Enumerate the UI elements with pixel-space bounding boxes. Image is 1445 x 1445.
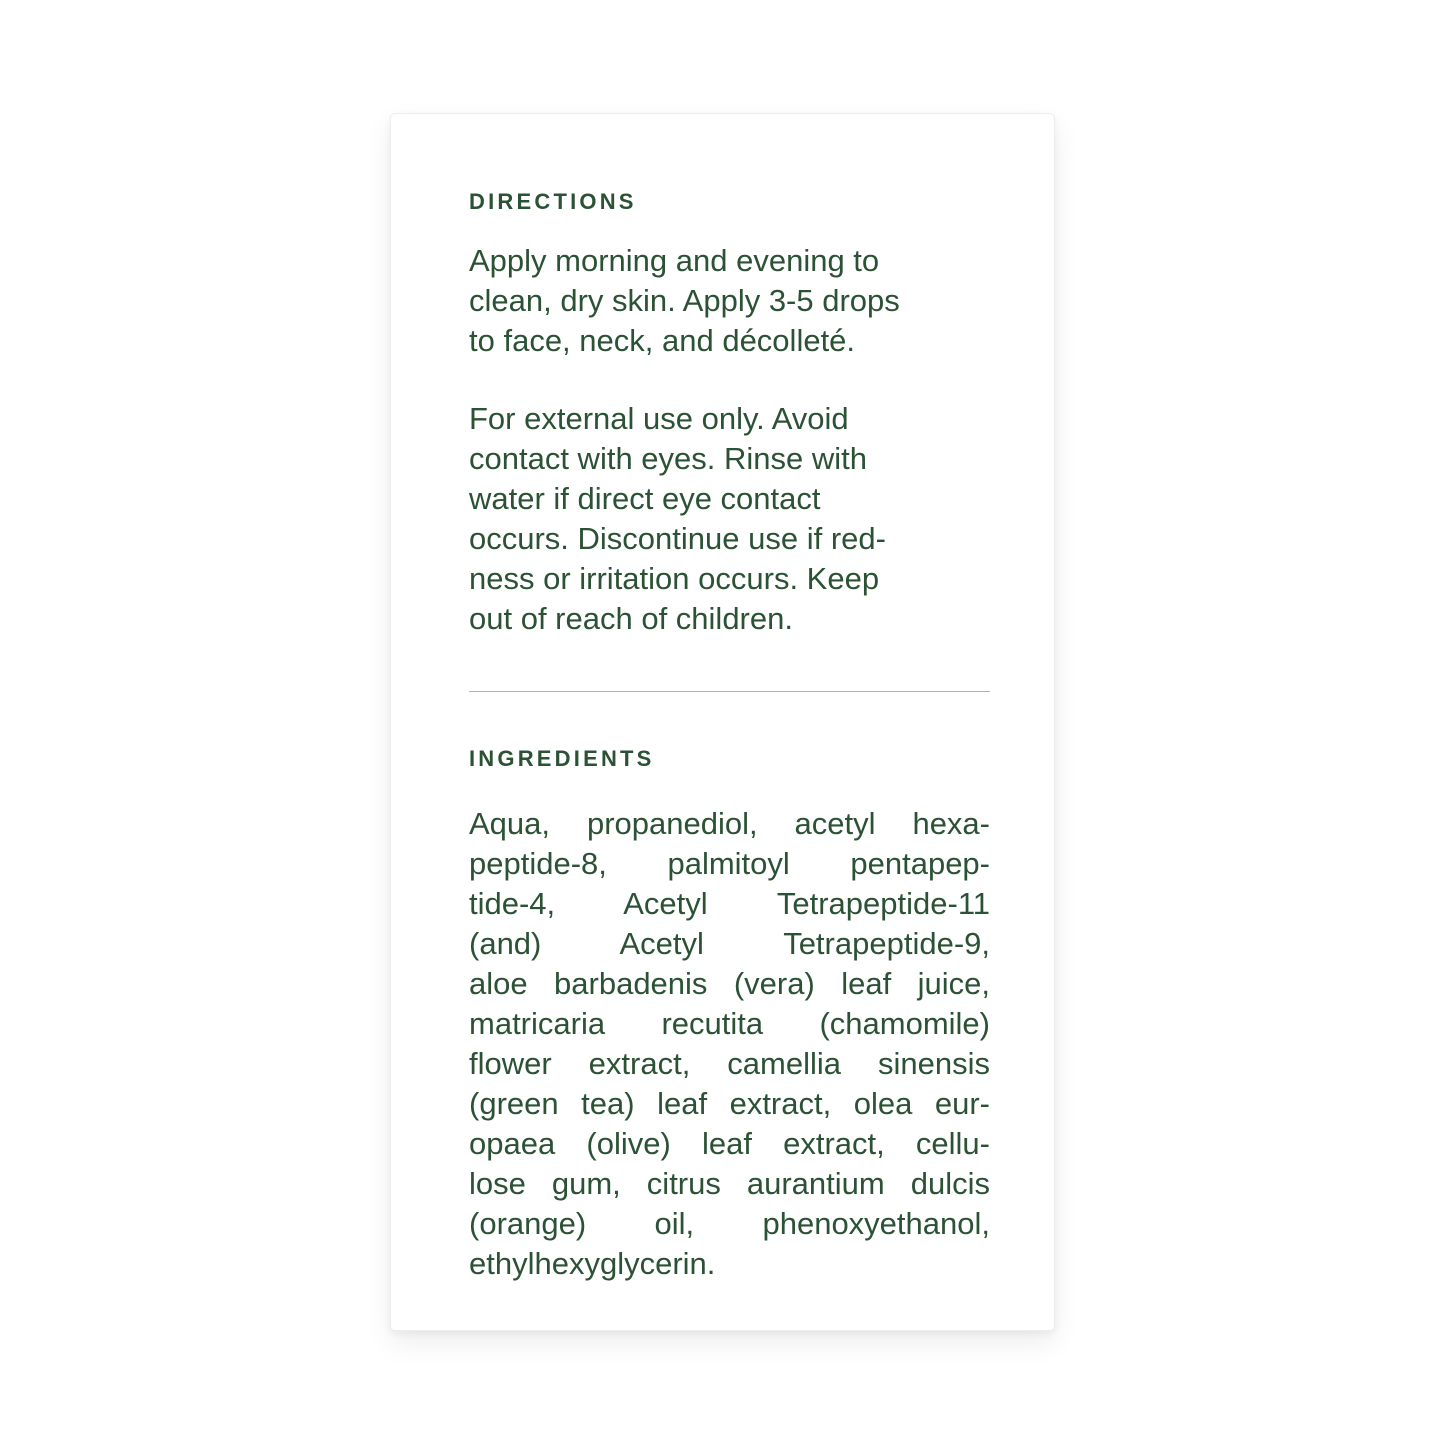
text-line: peptide-8, palmitoyl pentapep- bbox=[469, 846, 990, 881]
text-line: ethylhexyglycerin. bbox=[469, 1246, 716, 1281]
directions-paragraph-usage bbox=[469, 241, 990, 361]
ingredients-list bbox=[469, 804, 990, 1284]
directions-section bbox=[469, 189, 990, 639]
text-line: (orange) oil, phenoxyethanol, bbox=[469, 1206, 990, 1241]
text-line: occurs. Discontinue use if red- bbox=[469, 521, 886, 556]
text-line: lose gum, citrus aurantium dulcis bbox=[469, 1166, 990, 1201]
directions-paragraph-warnings bbox=[469, 399, 990, 639]
text-line: clean, dry skin. Apply 3-5 drops bbox=[469, 283, 900, 318]
text-line: Apply morning and evening to bbox=[469, 243, 880, 278]
directions-heading: DIRECTIONS bbox=[469, 189, 637, 214]
text-line: Aqua, propanediol, acetyl hexa- bbox=[469, 806, 990, 841]
text-line: (and) Acetyl Tetrapeptide-9, bbox=[469, 926, 990, 961]
ingredients-heading: INGREDIENTS bbox=[469, 746, 655, 771]
text-line: (green tea) leaf extract, olea eur- bbox=[469, 1086, 990, 1121]
text-line: matricaria recutita (chamomile) bbox=[469, 1006, 990, 1041]
product-label-card bbox=[390, 113, 1055, 1331]
text-line: For external use only. Avoid bbox=[469, 401, 849, 436]
text-line: ness or irritation occurs. Keep bbox=[469, 561, 880, 596]
text-line: flower extract, camellia sinensis bbox=[469, 1046, 990, 1081]
text-line: to face, neck, and décolleté. bbox=[469, 323, 856, 358]
text-line: aloe barbadenis (vera) leaf juice, bbox=[469, 966, 990, 1001]
text-line: out of reach of children. bbox=[469, 601, 793, 636]
text-line: opaea (olive) leaf extract, cellu- bbox=[469, 1126, 990, 1161]
text-line: contact with eyes. Rinse with bbox=[469, 441, 868, 476]
ingredients-section bbox=[469, 746, 990, 1284]
text-line: tide-4, Acetyl Tetrapeptide-11 bbox=[469, 886, 990, 921]
section-divider bbox=[469, 691, 990, 692]
text-line: water if direct eye contact bbox=[469, 481, 821, 516]
